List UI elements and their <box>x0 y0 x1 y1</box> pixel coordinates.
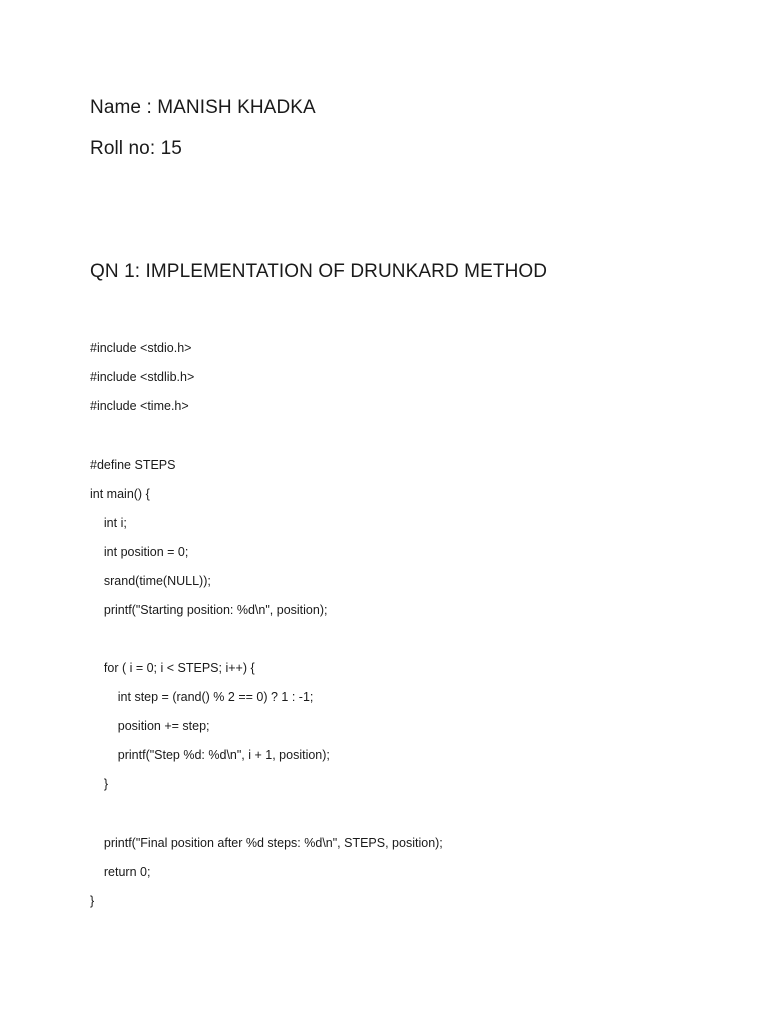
code-line: #include <stdlib.h> <box>90 370 195 384</box>
code-line: int main() { <box>90 487 150 501</box>
code-line: printf("Starting position: %d\n", position); <box>90 603 328 617</box>
code-line: } <box>90 777 109 791</box>
code-line: for ( i = 0; i < STEPS; i++) { <box>90 661 255 675</box>
code-line: } <box>90 894 95 908</box>
code-line: int step = (rand() % 2 == 0) ? 1 : -1; <box>90 690 314 704</box>
code-line: #include <time.h> <box>90 399 189 413</box>
question-title: QN 1: IMPLEMENTATION OF DRUNKARD METHOD <box>90 261 548 282</box>
code-line: position += step; <box>90 719 210 733</box>
code-line: printf("Step %d: %d\n", i + 1, position); <box>90 748 330 762</box>
code-line: printf("Final position after %d steps: %d\n", STEPS, position); <box>90 836 443 850</box>
roll-number: Roll no: 15 <box>90 138 182 159</box>
code-line: #include <stdio.h> <box>90 341 192 355</box>
code-line: int i; <box>90 516 127 530</box>
code-line: srand(time(NULL)); <box>90 574 211 588</box>
code-line: return 0; <box>90 865 151 879</box>
code-line: #define STEPS <box>90 458 176 472</box>
code-line: int position = 0; <box>90 545 189 559</box>
student-name: Name : MANISH KHADKA <box>90 97 316 118</box>
